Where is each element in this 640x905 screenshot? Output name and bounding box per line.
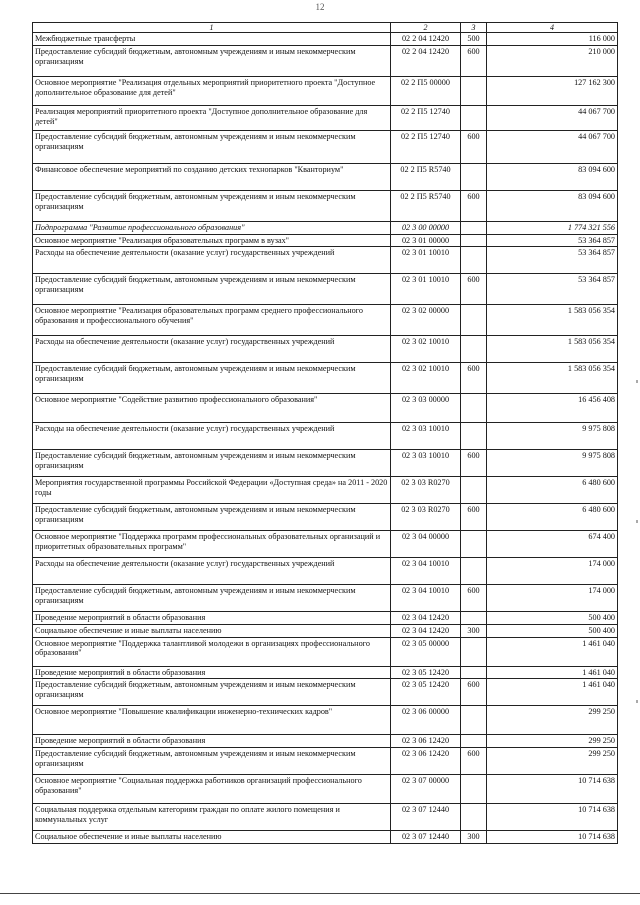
row-name: Проведение мероприятий в области образования [33,612,391,625]
budget-table [32,22,618,844]
row-amount: 6 480 600 [487,477,618,504]
page-bottom-rule [0,893,640,894]
row-code: 02 3 04 00000 [391,531,461,558]
row-code: 02 3 03 10010 [391,450,461,477]
row-amount: 299 250 [487,706,618,735]
row-amount: 16 456 408 [487,394,618,423]
table-row [33,191,618,222]
row-name: Основное мероприятие "Реализация образовательных программ в вузах" [33,234,391,247]
table-row [33,666,618,679]
row-code: 02 3 04 12420 [391,625,461,638]
row-code: 02 3 01 10010 [391,247,461,274]
row-name: Расходы на обеспечение деятельности (оказание услуг) государственных учреждений [33,336,391,363]
table-row [33,274,618,305]
table-row [33,679,618,706]
column-header-2: 2 [391,23,461,33]
row-expense-type: 300 [461,625,487,638]
row-amount: 1 583 056 354 [487,363,618,394]
row-code: 02 3 04 10010 [391,558,461,585]
row-code: 02 3 04 12420 [391,612,461,625]
row-name: Предоставление субсидий бюджетным, автономным учреждениям и иным некоммерческим организациям [33,363,391,394]
row-code: 02 3 00 00000 [391,222,461,235]
row-amount: 174 000 [487,558,618,585]
row-amount: 10 714 638 [487,831,618,844]
row-name: Проведение мероприятий в области образования [33,735,391,748]
table-row [33,804,618,831]
margin-mark [636,700,638,703]
row-amount: 1 461 040 [487,637,618,666]
table-row [33,477,618,504]
row-expense-type [461,164,487,191]
table-row [33,423,618,450]
table-row [33,33,618,46]
row-amount: 299 250 [487,748,618,775]
row-amount: 174 000 [487,585,618,612]
row-expense-type: 600 [461,46,487,77]
row-amount: 116 000 [487,33,618,46]
table-row [33,106,618,131]
row-amount: 9 975 808 [487,450,618,477]
row-code: 02 3 06 12420 [391,735,461,748]
row-code: 02 3 02 00000 [391,305,461,336]
row-code: 02 3 05 12420 [391,679,461,706]
table-row [33,131,618,164]
table-row [33,831,618,844]
row-amount: 83 094 600 [487,191,618,222]
row-amount: 53 364 857 [487,247,618,274]
row-expense-type: 500 [461,33,487,46]
row-expense-type: 600 [461,191,487,222]
row-amount: 10 714 638 [487,804,618,831]
row-code: 02 3 02 10010 [391,363,461,394]
row-expense-type [461,706,487,735]
table-row [33,77,618,106]
row-name: Расходы на обеспечение деятельности (оказание услуг) государственных учреждений [33,558,391,585]
table-row [33,735,618,748]
row-expense-type [461,804,487,831]
row-expense-type [461,106,487,131]
budget-table-body [33,23,618,844]
row-expense-type [461,222,487,235]
row-expense-type: 600 [461,363,487,394]
row-amount: 9 975 808 [487,423,618,450]
row-code: 02 3 03 R0270 [391,504,461,531]
column-header-1: 1 [33,23,391,33]
row-amount: 1 583 056 354 [487,336,618,363]
table-row [33,558,618,585]
row-code: 02 2 П5 12740 [391,131,461,164]
row-name: Мероприятия государственной программы Российской Федерации «Доступная среда» на 2011 - 2020 годы [33,477,391,504]
row-amount: 674 400 [487,531,618,558]
row-code: 02 3 07 00000 [391,775,461,804]
row-expense-type [461,394,487,423]
table-row [33,394,618,423]
row-code: 02 3 01 00000 [391,234,461,247]
row-name: Основное мероприятие "Реализация образовательных программ среднего профессионального образования и профессионального обучения" [33,305,391,336]
row-expense-type [461,775,487,804]
row-amount: 500 400 [487,625,618,638]
row-name: Предоставление субсидий бюджетным, автономным учреждениям и иным некоммерческим организациям [33,46,391,77]
row-amount: 210 000 [487,46,618,77]
row-name: Предоставление субсидий бюджетным, автономным учреждениям и иным некоммерческим организациям [33,679,391,706]
margin-mark [636,520,638,523]
row-amount: 44 067 700 [487,131,618,164]
row-expense-type [461,423,487,450]
row-code: 02 2 П5 R5740 [391,164,461,191]
row-name: Основное мероприятие "Реализация отдельных мероприятий приоритетного проекта "Доступное дополнительное образование для детей" [33,77,391,106]
row-name: Предоставление субсидий бюджетным, автономным учреждениям и иным некоммерческим организациям [33,274,391,305]
row-amount: 1 461 040 [487,666,618,679]
row-amount: 10 714 638 [487,775,618,804]
row-amount: 44 067 700 [487,106,618,131]
row-expense-type: 600 [461,504,487,531]
row-name: Межбюджетные трансферты [33,33,391,46]
row-code: 02 2 П5 12740 [391,106,461,131]
row-amount: 53 364 857 [487,234,618,247]
table-row [33,775,618,804]
row-amount: 1 583 056 354 [487,305,618,336]
row-name: Подпрограмма "Развитие профессионального образования" [33,222,391,235]
row-name: Предоставление субсидий бюджетным, автономным учреждениям и иным некоммерческим организациям [33,131,391,164]
row-code: 02 2 04 12420 [391,46,461,77]
row-expense-type [461,77,487,106]
row-name: Проведение мероприятий в области образования [33,666,391,679]
table-row [33,625,618,638]
table-row [33,637,618,666]
row-expense-type [461,666,487,679]
table-row [33,748,618,775]
row-expense-type: 300 [461,831,487,844]
row-amount: 53 364 857 [487,274,618,305]
row-expense-type [461,612,487,625]
row-name: Предоставление субсидий бюджетным, автономным учреждениям и иным некоммерческим организациям [33,450,391,477]
row-name: Социальное обеспечение и иные выплаты населению [33,625,391,638]
row-name: Предоставление субсидий бюджетным, автономным учреждениям и иным некоммерческим организациям [33,585,391,612]
row-code: 02 3 05 12420 [391,666,461,679]
row-code: 02 3 03 00000 [391,394,461,423]
row-code: 02 3 02 10010 [391,336,461,363]
table-row [33,336,618,363]
row-code: 02 3 06 12420 [391,748,461,775]
row-code: 02 3 07 12440 [391,831,461,844]
table-row [33,612,618,625]
row-name: Расходы на обеспечение деятельности (оказание услуг) государственных учреждений [33,247,391,274]
row-expense-type: 600 [461,450,487,477]
row-expense-type: 600 [461,679,487,706]
table-row [33,363,618,394]
row-code: 02 3 04 10010 [391,585,461,612]
row-expense-type [461,247,487,274]
table-row [33,450,618,477]
row-expense-type [461,637,487,666]
row-name: Финансовое обеспечение мероприятий по созданию детских технопарков "Кванториум" [33,164,391,191]
row-expense-type [461,477,487,504]
row-name: Предоставление субсидий бюджетным, автономным учреждениям и иным некоммерческим организациям [33,748,391,775]
table-row [33,585,618,612]
row-name: Предоставление субсидий бюджетным, автономным учреждениям и иным некоммерческим организациям [33,504,391,531]
margin-mark [636,380,638,383]
row-code: 02 3 03 10010 [391,423,461,450]
row-expense-type: 600 [461,274,487,305]
row-name: Основное мероприятие "Поддержка программ профессиональных образовательных организаций и приоритетных образовательных программ" [33,531,391,558]
row-code: 02 3 01 10010 [391,274,461,305]
row-code: 02 2 04 12420 [391,33,461,46]
table-row [33,46,618,77]
table-row [33,222,618,235]
row-expense-type [461,234,487,247]
row-expense-type [461,336,487,363]
row-code: 02 3 03 R0270 [391,477,461,504]
row-name: Предоставление субсидий бюджетным, автономным учреждениям и иным некоммерческим организациям [33,191,391,222]
row-code: 02 2 П5 R5740 [391,191,461,222]
table-row [33,504,618,531]
table-row [33,531,618,558]
row-expense-type [461,305,487,336]
table-row [33,247,618,274]
row-name: Социальная поддержка отдельным категориям граждан по оплате жилого помещения и коммунальных услуг [33,804,391,831]
row-amount: 1 774 321 556 [487,222,618,235]
row-name: Реализация мероприятий приоритетного проекта "Доступное дополнительное образование для детей" [33,106,391,131]
row-amount: 1 461 040 [487,679,618,706]
row-name: Основное мероприятие "Социальная поддержка работников организаций профессионального образования" [33,775,391,804]
table-row [33,164,618,191]
row-expense-type: 600 [461,585,487,612]
row-code: 02 3 05 00000 [391,637,461,666]
row-name: Основное мероприятие "Повышение квалификации инженерно-технических кадров" [33,706,391,735]
column-header-row [33,23,618,33]
row-amount: 6 480 600 [487,504,618,531]
row-name: Социальное обеспечение и иные выплаты населению [33,831,391,844]
row-expense-type [461,531,487,558]
row-expense-type [461,735,487,748]
row-code: 02 2 П5 00000 [391,77,461,106]
page-number: 12 [315,2,325,12]
row-code: 02 3 06 00000 [391,706,461,735]
row-amount: 127 162 300 [487,77,618,106]
row-amount: 83 094 600 [487,164,618,191]
row-amount: 299 250 [487,735,618,748]
row-code: 02 3 07 12440 [391,804,461,831]
row-amount: 500 400 [487,612,618,625]
row-expense-type: 600 [461,131,487,164]
row-name: Расходы на обеспечение деятельности (оказание услуг) государственных учреждений [33,423,391,450]
row-name: Основное мероприятие "Содействие развитию профессионального образования" [33,394,391,423]
column-header-4: 4 [487,23,618,33]
column-header-3: 3 [461,23,487,33]
row-expense-type: 600 [461,748,487,775]
table-row [33,706,618,735]
row-expense-type [461,558,487,585]
row-name: Основное мероприятие "Поддержка талантливой молодежи в организациях профессионального образования" [33,637,391,666]
table-row [33,305,618,336]
table-row [33,234,618,247]
